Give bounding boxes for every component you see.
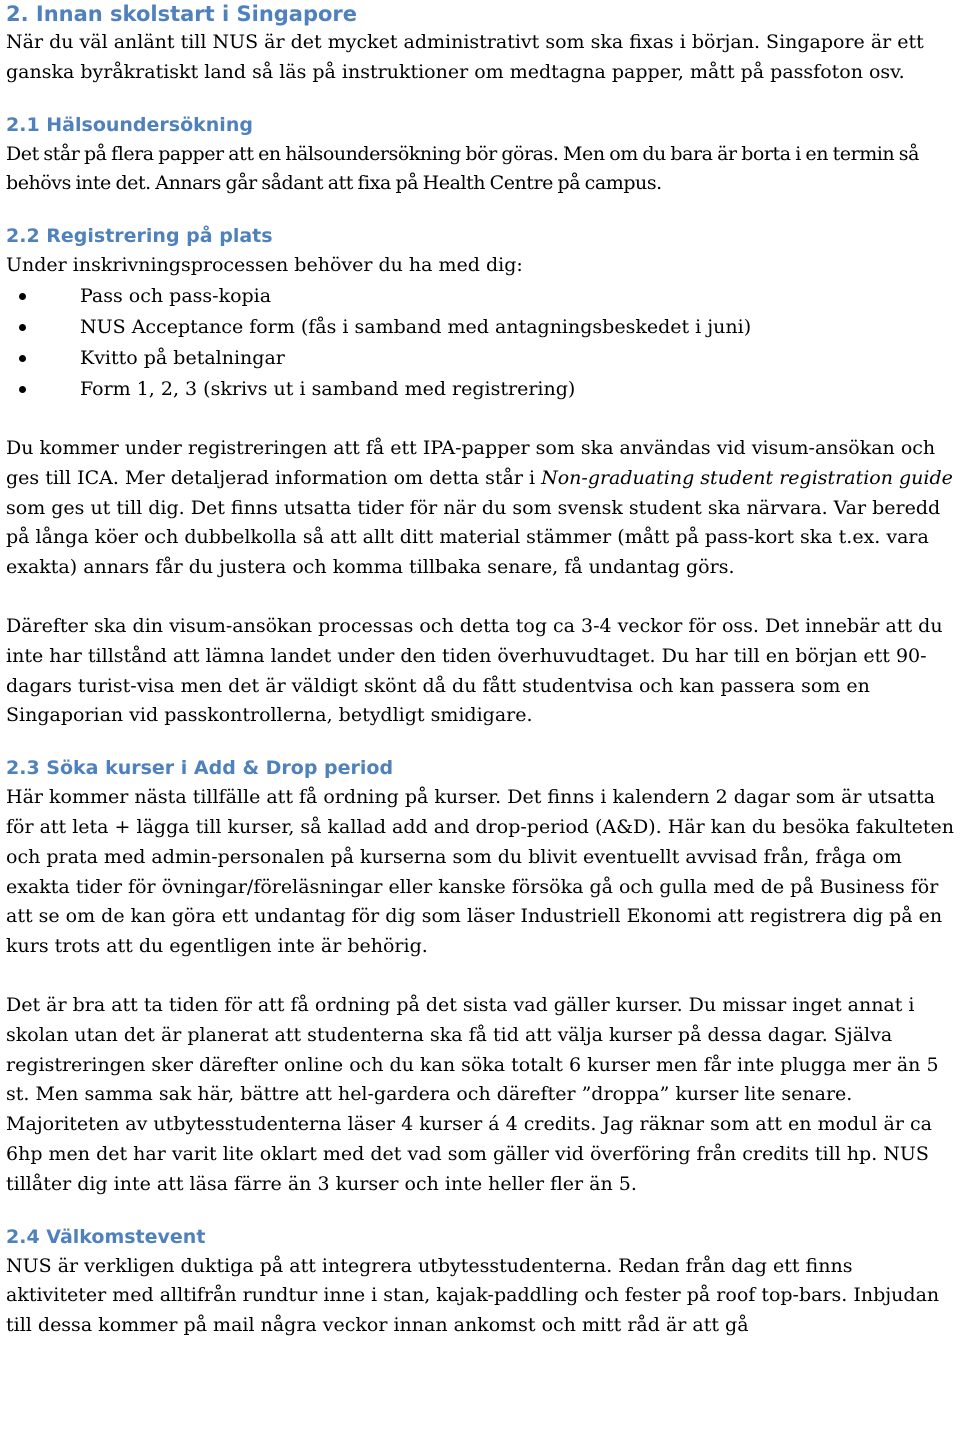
document-page <box>6 0 956 1341</box>
guide-title: Non-graduating student registration guide <box>541 466 953 489</box>
requirements-list <box>6 281 956 405</box>
section-2-1-body: Det står på flera papper att en hälsoundersökning bör göras. Men om du bara är borta i en termin så behövs inte det. Annars går sådant att fixa på Health Centre på campus. <box>6 142 919 195</box>
bullet-icon <box>19 293 26 300</box>
bullet-icon <box>19 355 26 362</box>
section-heading-2-2: 2.2 Registrering på plats <box>6 225 273 248</box>
section-2-intro: När du väl anlänt till NUS är det mycket administrativt som ska fixas i början. Singapore är ett ganska byråkratiskt land så läs på instruktioner om medtagna papper, mått på passfoton osv. <box>6 31 924 83</box>
section-2-2-lead: Under inskrivningsprocessen behöver du ha med dig: <box>6 254 523 277</box>
section-2-3-paragraph-2: Det är bra att ta tiden för att få ordning på det sista vad gäller kurser. Du missar inget annat i skolan utan det är planerat att studenterna ska få tid att välja kurser på dessa dagar. Själva registreringen sker därefter online och du kan söka totalt 6 kurser men får inte plugga mer än 5 st. Men samma sak här, bättre att hel-gardera och därefter ”droppa” kurser lite senare. Majoriteten av utbytesstudenterna läser 4 kurser á 4 credits. Jag räknar som att en modul är ca 6hp men det har varit lite oklart med det vad som gäller vid överföring från credits till hp. NUS tillåter dig inte att läsa färre än 3 kurser och inte heller fler än 5. <box>6 993 939 1195</box>
bullet-icon <box>19 386 26 393</box>
bullet-icon <box>19 324 26 331</box>
section-2-4-body: NUS är verkligen duktiga på att integrera utbytesstudenterna. Redan från dag ett finns aktiviteter med alltifrån rundtur inne i stan, kajak-paddling och fester på roof top-bars. Inbjudan till dessa kommer på mail några veckor innan ankomst och mitt råd är att gå <box>6 1254 940 1337</box>
section-2-2-paragraph-2: Därefter ska din visum-ansökan processas och detta tog ca 3-4 veckor för oss. Det innebär att du inte har tillstånd att lämna landet under den tiden överhuvudtaget. Du har till en början ett 90-dagars turist-visa men det är väldigt skönt då du fått studentvisa och kan passera som en Singaporian vid passkontrollerna, betydligt smidigare. <box>6 614 943 727</box>
section-heading-2-3: 2.3 Söka kurser i Add & Drop period <box>6 757 394 780</box>
list-item: Kvitto på betalningar <box>6 343 956 374</box>
section-2-2-paragraph-1: Du kommer under registreringen att få ett IPA-papper som ska användas vid visum-ansökan och ges till ICA. Mer detaljerad information om detta står i Non-graduating student registration guide som ges ut till dig. Det finns utsatta tider för när du som svensk student ska närvara. Var beredd på långa köer och dubbelkolla så att allt ditt material stämmer (mått på pass-kort ska t.ex. vara exakta) annars får du justera och komma tillbaka senare, få undantag görs. <box>6 436 953 579</box>
section-2-3-paragraph-1: Här kommer nästa tillfälle att få ordning på kurser. Det finns i kalendern 2 dagar som är utsatta för att leta + lägga till kurser, så kallad add and drop-period (A&D). Här kan du besöka fakulteten och prata med admin-personalen på kurserna som du blivit eventuellt avvisad från, fråga om exakta tider för övningar/föreläsningar eller kanske försöka gå och gulla med de på Business för att se om de kan göra ett undantag för dig som läser Industriell Ekonomi att registrera dig på en kurs trots att du egentligen inte är behörig. <box>6 786 954 958</box>
section-heading-2-4: 2.4 Välkomstevent <box>6 1225 206 1248</box>
section-heading-2-1: 2.1 Hälsoundersökning <box>6 113 253 136</box>
list-item: Form 1, 2, 3 (skrivs ut i samband med registrering) <box>6 374 956 405</box>
list-item: Pass och pass-kopia <box>6 281 956 312</box>
list-item: NUS Acceptance form (fås i samband med antagningsbeskedet i juni) <box>6 312 956 343</box>
section-heading-2: 2. Innan skolstart i Singapore <box>6 2 358 26</box>
